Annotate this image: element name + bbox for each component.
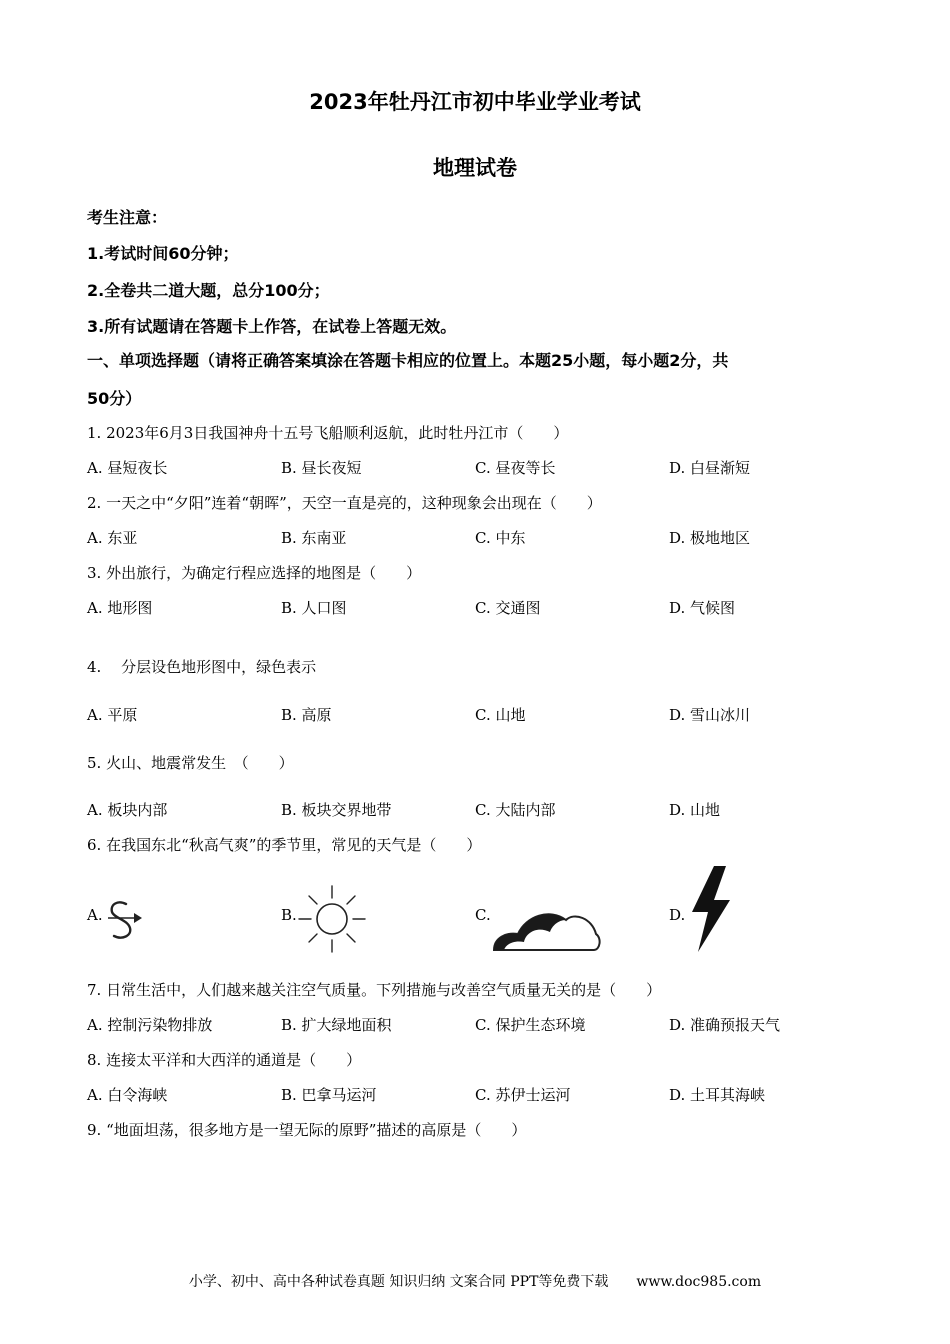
option-d: D.: [669, 906, 686, 924]
option-b: B.: [281, 906, 297, 924]
option-d: D. 山地: [669, 801, 721, 819]
option-c: C. 山地: [475, 706, 526, 724]
cloudy-icon: [492, 906, 602, 954]
option-a: A. 昼短夜长: [87, 459, 168, 477]
question-stem: 3. 外出旅行，为确定行程应选择的地图是（ ）: [87, 564, 422, 582]
option-c: C. 大陆内部: [475, 801, 556, 819]
option-d: D. 准确预报天气: [669, 1016, 781, 1034]
option-a: A. 平原: [87, 706, 138, 724]
sunny-icon: [297, 884, 367, 954]
option-c: C. 中东: [475, 529, 526, 547]
option-a: A. 白令海峡: [87, 1086, 168, 1104]
question-stem: 6. 在我国东北“秋高气爽”的季节里，常见的天气是（ ）: [87, 836, 482, 854]
option-a: A. 控制污染物排放: [87, 1016, 213, 1034]
option-a: A. 地形图: [87, 599, 153, 617]
option-c: C. 交通图: [475, 599, 541, 617]
option-d: D. 气候图: [669, 599, 736, 617]
question-stem: 4. 分层设色地形图中，绿色表示: [87, 658, 317, 676]
option-c: C.: [475, 906, 491, 924]
option-b: B. 巴拿马运河: [281, 1086, 377, 1104]
option-b: B. 东南亚: [281, 529, 347, 547]
section-heading-cont: 50分）: [87, 389, 142, 408]
option-a: A.: [87, 906, 103, 924]
notice-item: 2.全卷共二道大题，总分100分；: [87, 281, 330, 300]
question-stem: 9. “地面坦荡，很多地方是一望无际的原野”描述的高原是（ ）: [87, 1121, 527, 1139]
option-d: D. 白昼渐短: [669, 459, 751, 477]
option-d: D. 极地地区: [669, 529, 751, 547]
question-stem: 1. 2023年6月3日我国神舟十五号飞船顺利返航，此时牡丹江市（ ）: [87, 424, 569, 442]
option-a: A. 东亚: [87, 529, 138, 547]
notice-heading: 考生注意：: [87, 208, 168, 227]
section-heading: 一、单项选择题（请将正确答案填涂在答题卡相应的位置上。本题25小题，每小题2分，共: [87, 351, 729, 370]
option-b: B. 高原: [281, 706, 332, 724]
exam-title: 2023年牡丹江市初中毕业学业考试: [309, 90, 641, 114]
option-a: A. 板块内部: [87, 801, 168, 819]
option-d: D. 土耳其海峡: [669, 1086, 766, 1104]
question-stem: 5. 火山、地震常发生 （ ）: [87, 754, 294, 772]
sandstorm-icon: [104, 898, 144, 942]
notice-item: 3.所有试题请在答题卡上作答，在试卷上答题无效。: [87, 317, 457, 336]
option-c: C. 苏伊士运河: [475, 1086, 571, 1104]
question-stem: 8. 连接太平洋和大西洋的通道是（ ）: [87, 1051, 362, 1069]
option-c: C. 保护生态环境: [475, 1016, 586, 1034]
page-footer: 小学、初中、高中各种试卷真题 知识归纳 文案合同 PPT等免费下载 www.doc985.com: [188, 1274, 762, 1290]
notice-item: 1.考试时间60分钟；: [87, 244, 239, 263]
option-c: C. 昼夜等长: [475, 459, 556, 477]
exam-subtitle: 地理试卷: [433, 156, 517, 180]
option-d: D. 雪山冰川: [669, 706, 751, 724]
option-b: B. 板块交界地带: [281, 801, 392, 819]
thunderstorm-icon: [686, 864, 736, 954]
question-stem: 2. 一天之中“夕阳”连着“朝晖”，天空一直是亮的，这种现象会出现在（ ）: [87, 494, 602, 512]
question-stem: 7. 日常生活中，人们越来越关注空气质量。下列措施与改善空气质量无关的是（ ）: [87, 981, 662, 999]
option-b: B. 扩大绿地面积: [281, 1016, 392, 1034]
option-b: B. 昼长夜短: [281, 459, 362, 477]
option-b: B. 人口图: [281, 599, 347, 617]
